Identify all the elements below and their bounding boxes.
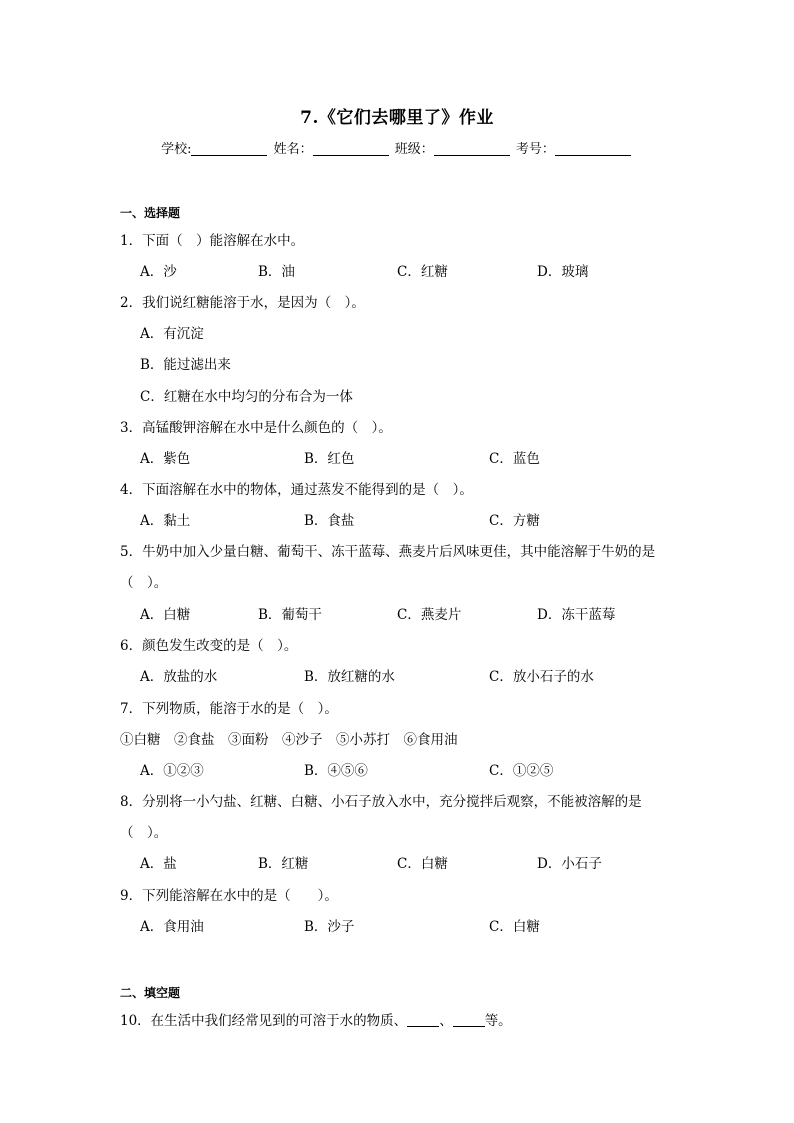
- question-2-option-b[interactable]: B．能过滤出来: [140, 357, 231, 373]
- question-7-option-b[interactable]: B．④⑤⑥: [304, 763, 368, 779]
- question-7-option-a[interactable]: A．①②③: [140, 763, 204, 779]
- question-5-option-c[interactable]: C．燕麦片: [397, 607, 462, 623]
- question-8-option-a[interactable]: A．盐: [140, 856, 177, 872]
- school-label: 学校:: [161, 142, 192, 157]
- question-6-option-c[interactable]: C．放小石子的水: [489, 669, 594, 685]
- exam-number-label: 考号：: [515, 142, 555, 157]
- question-7-item-list: ①白糖 ②食盐 ③面粉 ④沙子 ⑤小苏打 ⑥食用油: [120, 732, 458, 748]
- question-10-text-b: 、: [439, 1013, 453, 1029]
- question-1-option-b[interactable]: B．油: [258, 264, 295, 280]
- question-9-option-c[interactable]: C．白糖: [489, 919, 540, 935]
- question-4-option-a[interactable]: A．黏土: [140, 513, 191, 529]
- question-7-option-c[interactable]: C．①②⑤: [489, 763, 554, 779]
- question-1-option-c[interactable]: C．红糖: [397, 264, 448, 280]
- question-10-stem: [120, 1009, 512, 1029]
- question-1-option-a[interactable]: A．沙: [140, 264, 177, 280]
- question-10-blank-1[interactable]: [407, 1013, 439, 1027]
- question-7-stem: 7．下列物质，能溶于水的是（ ）。: [120, 701, 338, 717]
- question-3-option-b[interactable]: B．红色: [304, 451, 355, 467]
- section-heading-choice: 一、选择题: [120, 206, 181, 220]
- name-label: 姓名：: [273, 142, 313, 157]
- name-blank[interactable]: [313, 141, 389, 156]
- question-4-stem: 4．下面溶解在水中的物体，通过蒸发不能得到的是（ ）。: [120, 482, 473, 498]
- question-6-option-a[interactable]: A．放盐的水: [140, 669, 218, 685]
- question-3-option-a[interactable]: A．紫色: [140, 451, 191, 467]
- question-5-option-d[interactable]: D．冻干蓝莓: [537, 607, 616, 623]
- question-2-option-c[interactable]: C．红糖在水中均匀的分布合为一体: [140, 389, 353, 405]
- question-2-option-a[interactable]: A．有沉淀: [140, 326, 204, 342]
- question-2-stem: 2．我们说红糖能溶于水，是因为（ ）。: [120, 295, 365, 311]
- exam-number-blank[interactable]: [555, 141, 631, 156]
- question-1-stem: 1．下面（ ）能溶解在水中。: [120, 233, 305, 249]
- question-3-stem: 3．高锰酸钾溶解在水中是什么颜色的（ ）。: [120, 420, 392, 436]
- question-5-stem: 5．牛奶中加入少量白糖、葡萄干、冻干蓝莓、燕麦片后风味更佳，其中能溶解于牛奶的是: [120, 544, 656, 560]
- student-info-line: [0, 138, 794, 157]
- question-10-text-c: 等。: [484, 1013, 512, 1029]
- class-label: 班级：: [394, 142, 434, 157]
- question-6-stem: 6．颜色发生改变的是（ ）。: [120, 638, 298, 654]
- question-8-option-d[interactable]: D．小石子: [537, 856, 602, 872]
- question-10-text-a: 10．在生活中我们经常见到的可溶于水的物质、: [120, 1013, 408, 1029]
- question-5-stem-continued: （ ）。: [120, 575, 168, 591]
- question-4-option-c[interactable]: C．方糖: [489, 513, 540, 529]
- question-5-option-b[interactable]: B．葡萄干: [258, 607, 322, 623]
- school-blank[interactable]: [191, 141, 267, 156]
- question-8-stem: 8．分别将一小勺盐、红糖、白糖、小石子放入水中，充分搅拌后观察，不能被溶解的是: [120, 794, 642, 810]
- class-blank[interactable]: [434, 141, 510, 156]
- question-8-option-b[interactable]: B．红糖: [258, 856, 309, 872]
- question-3-option-c[interactable]: C．蓝色: [489, 451, 540, 467]
- question-9-option-a[interactable]: A．食用油: [140, 919, 204, 935]
- question-6-option-b[interactable]: B．放红糖的水: [304, 669, 395, 685]
- question-9-stem: 9．下列能溶解在水中的是（ ）。: [120, 888, 338, 904]
- page-title: 7.《它们去哪里了》作业: [300, 108, 494, 128]
- question-8-stem-continued: （ ）。: [120, 825, 168, 841]
- question-4-option-b[interactable]: B．食盐: [304, 513, 355, 529]
- question-8-option-c[interactable]: C．白糖: [397, 856, 448, 872]
- question-10-blank-2[interactable]: [453, 1013, 485, 1027]
- section-heading-fill-blank: 二、填空题: [120, 986, 181, 1000]
- question-1-option-d[interactable]: D．玻璃: [537, 264, 589, 280]
- question-9-option-b[interactable]: B．沙子: [304, 919, 355, 935]
- question-5-option-a[interactable]: A．白糖: [140, 607, 191, 623]
